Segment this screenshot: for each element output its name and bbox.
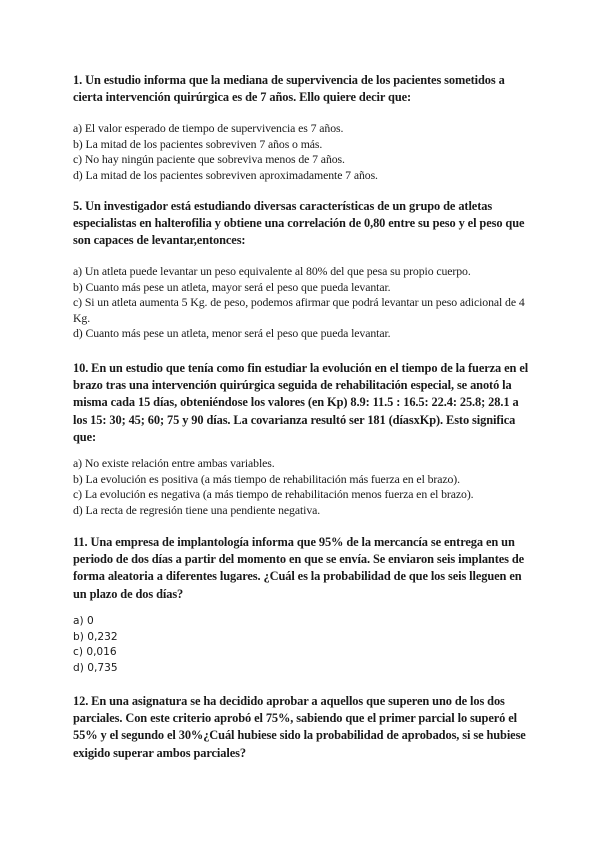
option-1b: b) La mitad de los pacientes sobreviven 7 años o más. (73, 136, 323, 151)
question-10-text: 10. En un estudio que tenía como fin estudiar la evolución en el tiempo de la fuerza en el brazo tras una intervención quirúrgica seguida de rehabilitación especial, se anotó la misma cada 15 días, obteniéndose los valores (en Kp) 8.9: 11.5 : 16.5: 22.4: 25.8; 28.1 a los 15: 30; 45; 60; 75 y 90 días. La covarianza resultó ser 181 (díasxKp). Esto significa que: (73, 361, 529, 444)
question-10-options (73, 456, 533, 518)
option-10b: b) La evolución es positiva (a más tiempo de rehabilitación más fuerza en el brazo). (73, 471, 460, 486)
option-5d: d) Cuanto más pese un atleta, menor será el peso que pueda levantar. (73, 326, 391, 340)
question-5-text: 5. Un investigador está estudiando diversas características de un grupo de atletas especialistas en halterofilia y obtiene una correlación de 0,80 entre su peso y el peso que son capaces de levantar,entonces: (73, 199, 525, 248)
option-5a: a) Un atleta puede levantar un peso equivalente al 80% del que pesa su propio cuerpo. (73, 264, 471, 278)
option-11c: c) 0,016 (73, 646, 117, 658)
option-5b: b) Cuanto más pese un atleta, mayor será el peso que pueda levantar. (73, 279, 391, 294)
option-11d: d) 0,735 (73, 661, 118, 674)
question-11-options (73, 614, 533, 676)
question-1-options (73, 121, 533, 183)
option-1c: c) No hay ningún paciente que sobreviva menos de 7 años. (73, 152, 345, 166)
option-1d: d) La mitad de los pacientes sobreviven aproximadamente 7 años. (73, 167, 378, 182)
question-5-options (73, 264, 533, 342)
option-10a: a) No existe relación entre ambas variables. (73, 456, 275, 470)
question-1-text: 1. Un estudio informa que la mediana de supervivencia de los pacientes sometidos a cierta intervención quirúrgica es de 7 años. Ello quiere decir que: (73, 73, 505, 105)
option-1a: a) El valor esperado de tiempo de supervivencia es 7 años. (73, 121, 344, 135)
option-11b: b) 0,232 (73, 630, 118, 643)
question-12-text: 12. En una asignatura se ha decidido aprobar a aquellos que superen uno de los dos parciales. Con este criterio aprobó el 75%, sabiendo que el primer parcial lo superó el 55% y el segundo el 30%¿Cuál hubiese sido la probabilidad de aprobados, si se hubiese exigido superar ambos parciales? (73, 694, 526, 760)
question-11-text: 11. Una empresa de implantología informa que 95% de la mercancía se entrega en un periodo de dos días a partir del momento en que se envía. Se enviaron seis implantes de forma aleatoria a diferentes lugares. ¿Cuál es la probabilidad de que los seis lleguen en un plazo de dos días? (73, 535, 525, 601)
option-10c: c) La evolución es negativa (a más tiempo de rehabilitación menos fuerza en el brazo). (73, 487, 474, 501)
option-10d: d) La recta de regresión tiene una pendiente negativa. (73, 502, 321, 517)
option-5c: c) Si un atleta aumenta 5 Kg. de peso, podemos afirmar que podrá levantar un peso adicional de 4 Kg. (73, 295, 525, 325)
option-11a: a) 0 (73, 615, 94, 627)
